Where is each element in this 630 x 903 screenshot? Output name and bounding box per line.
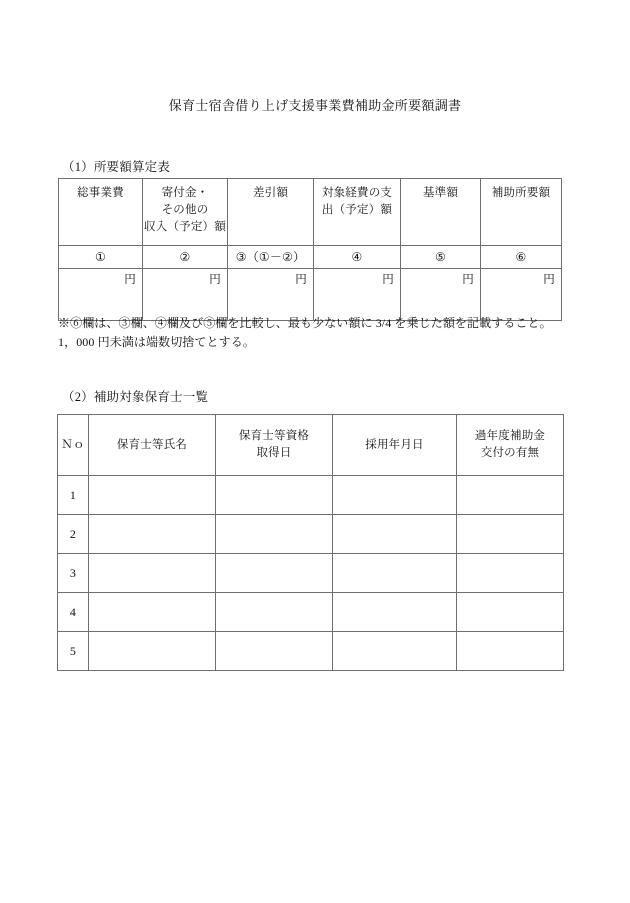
cell-past-subsidy[interactable] (457, 476, 564, 515)
cell-nursery-staff-name[interactable] (89, 554, 216, 593)
cell-qualification-date[interactable] (216, 515, 333, 554)
cell-past-subsidy[interactable] (457, 515, 564, 554)
header-cell-difference-amount (228, 179, 314, 246)
cell-past-subsidy[interactable] (457, 632, 564, 671)
header-line: 差引額 (252, 187, 289, 199)
header-cell-target-expenditure (314, 179, 401, 246)
cell-qualification-date[interactable] (216, 593, 333, 632)
header-cell-no (58, 415, 89, 476)
cell-nursery-staff-name[interactable] (89, 593, 216, 632)
table-entry-row (59, 269, 562, 321)
table-row (58, 632, 564, 671)
table-header-row (59, 179, 562, 246)
entry-cell-target-expenditure[interactable]: 円 (314, 269, 401, 321)
header-line: 取得日 (256, 447, 292, 459)
cell-hire-date[interactable] (333, 593, 457, 632)
cell-no: 4 (58, 593, 89, 632)
cell-nursery-staff-name[interactable] (89, 476, 216, 515)
section-2-label: （2）補助対象保育士一覧 (62, 390, 209, 404)
cell-no: 1 (58, 476, 89, 515)
cell-past-subsidy[interactable] (457, 593, 564, 632)
entry-cell-difference-amount[interactable]: 円 (228, 269, 314, 321)
header-line: 出（予定）額 (321, 204, 393, 216)
table-row (58, 515, 564, 554)
cell-hire-date[interactable] (333, 554, 457, 593)
header-line: 交付の有無 (480, 447, 540, 459)
header-cell-subsidy-required-amount (481, 179, 562, 246)
section-1-label: （1）所要額算定表 (62, 160, 171, 174)
cell-hire-date[interactable] (333, 632, 457, 671)
shoyougaku-calculation-table (58, 178, 562, 321)
header-cell-past-subsidy (457, 415, 564, 476)
cell-past-subsidy[interactable] (457, 554, 564, 593)
header-line: 収入（予定）額 (144, 221, 226, 233)
cell-no: 3 (58, 554, 89, 593)
header-line: 基準額 (422, 187, 459, 199)
header-line: 総事業費 (77, 187, 124, 199)
cell-qualification-date[interactable] (216, 554, 333, 593)
header-cell-standard-amount (401, 179, 481, 246)
table-row (58, 554, 564, 593)
page-title: 保育士宿舎借り上げ支援事業費補助金所要額調書 (168, 98, 462, 113)
entry-cell-donations-other-income[interactable]: 円 (143, 269, 228, 321)
header-line: 補助所要額 (491, 187, 551, 199)
cell-no: 2 (58, 515, 89, 554)
header-line: 採用年月日 (365, 438, 424, 451)
header-line: 寄付金・ (161, 187, 209, 199)
number-cell-5: ⑤ (401, 246, 481, 269)
table-number-row (59, 246, 562, 269)
cell-hire-date[interactable] (333, 515, 457, 554)
number-cell-6: ⑥ (481, 246, 562, 269)
header-cell-nursery-staff-name (89, 415, 216, 476)
cell-qualification-date[interactable] (216, 632, 333, 671)
entry-cell-standard-amount[interactable]: 円 (401, 269, 481, 321)
number-cell-3: ③（①－②） (228, 246, 314, 269)
header-cell-qualification-date (216, 415, 333, 476)
number-cell-1: ① (59, 246, 143, 269)
note-line-1: ※⑥欄は、③欄、④欄及び⑤欄を比較し、最も少ない額に 3/4 を乗じた額を記載すること。 (58, 316, 552, 330)
header-cell-total-project-cost (59, 179, 143, 246)
header-line: Ｎｏ (61, 438, 85, 451)
table-header-row (58, 415, 564, 476)
header-cell-donations-other-income (143, 179, 228, 246)
header-line: 保育士等氏名 (116, 438, 188, 451)
hoikushi-list-table (57, 414, 564, 671)
number-cell-4: ④ (314, 246, 401, 269)
entry-cell-subsidy-required-amount[interactable]: 円 (481, 269, 562, 321)
header-line: その他の (161, 204, 209, 216)
cell-no: 5 (58, 632, 89, 671)
table-row (58, 593, 564, 632)
cell-qualification-date[interactable] (216, 476, 333, 515)
cell-nursery-staff-name[interactable] (89, 632, 216, 671)
number-cell-2: ② (143, 246, 228, 269)
header-cell-hire-date (333, 415, 457, 476)
cell-hire-date[interactable] (333, 476, 457, 515)
header-line: 過年度補助金 (474, 430, 546, 442)
header-line: 保育士等資格 (238, 430, 310, 442)
note-line-2: 1，000 円未満は端数切捨てとする。 (58, 335, 255, 349)
header-line: 対象経費の支 (321, 187, 393, 199)
cell-nursery-staff-name[interactable] (89, 515, 216, 554)
table-row (58, 476, 564, 515)
entry-cell-total-project-cost[interactable]: 円 (59, 269, 143, 321)
